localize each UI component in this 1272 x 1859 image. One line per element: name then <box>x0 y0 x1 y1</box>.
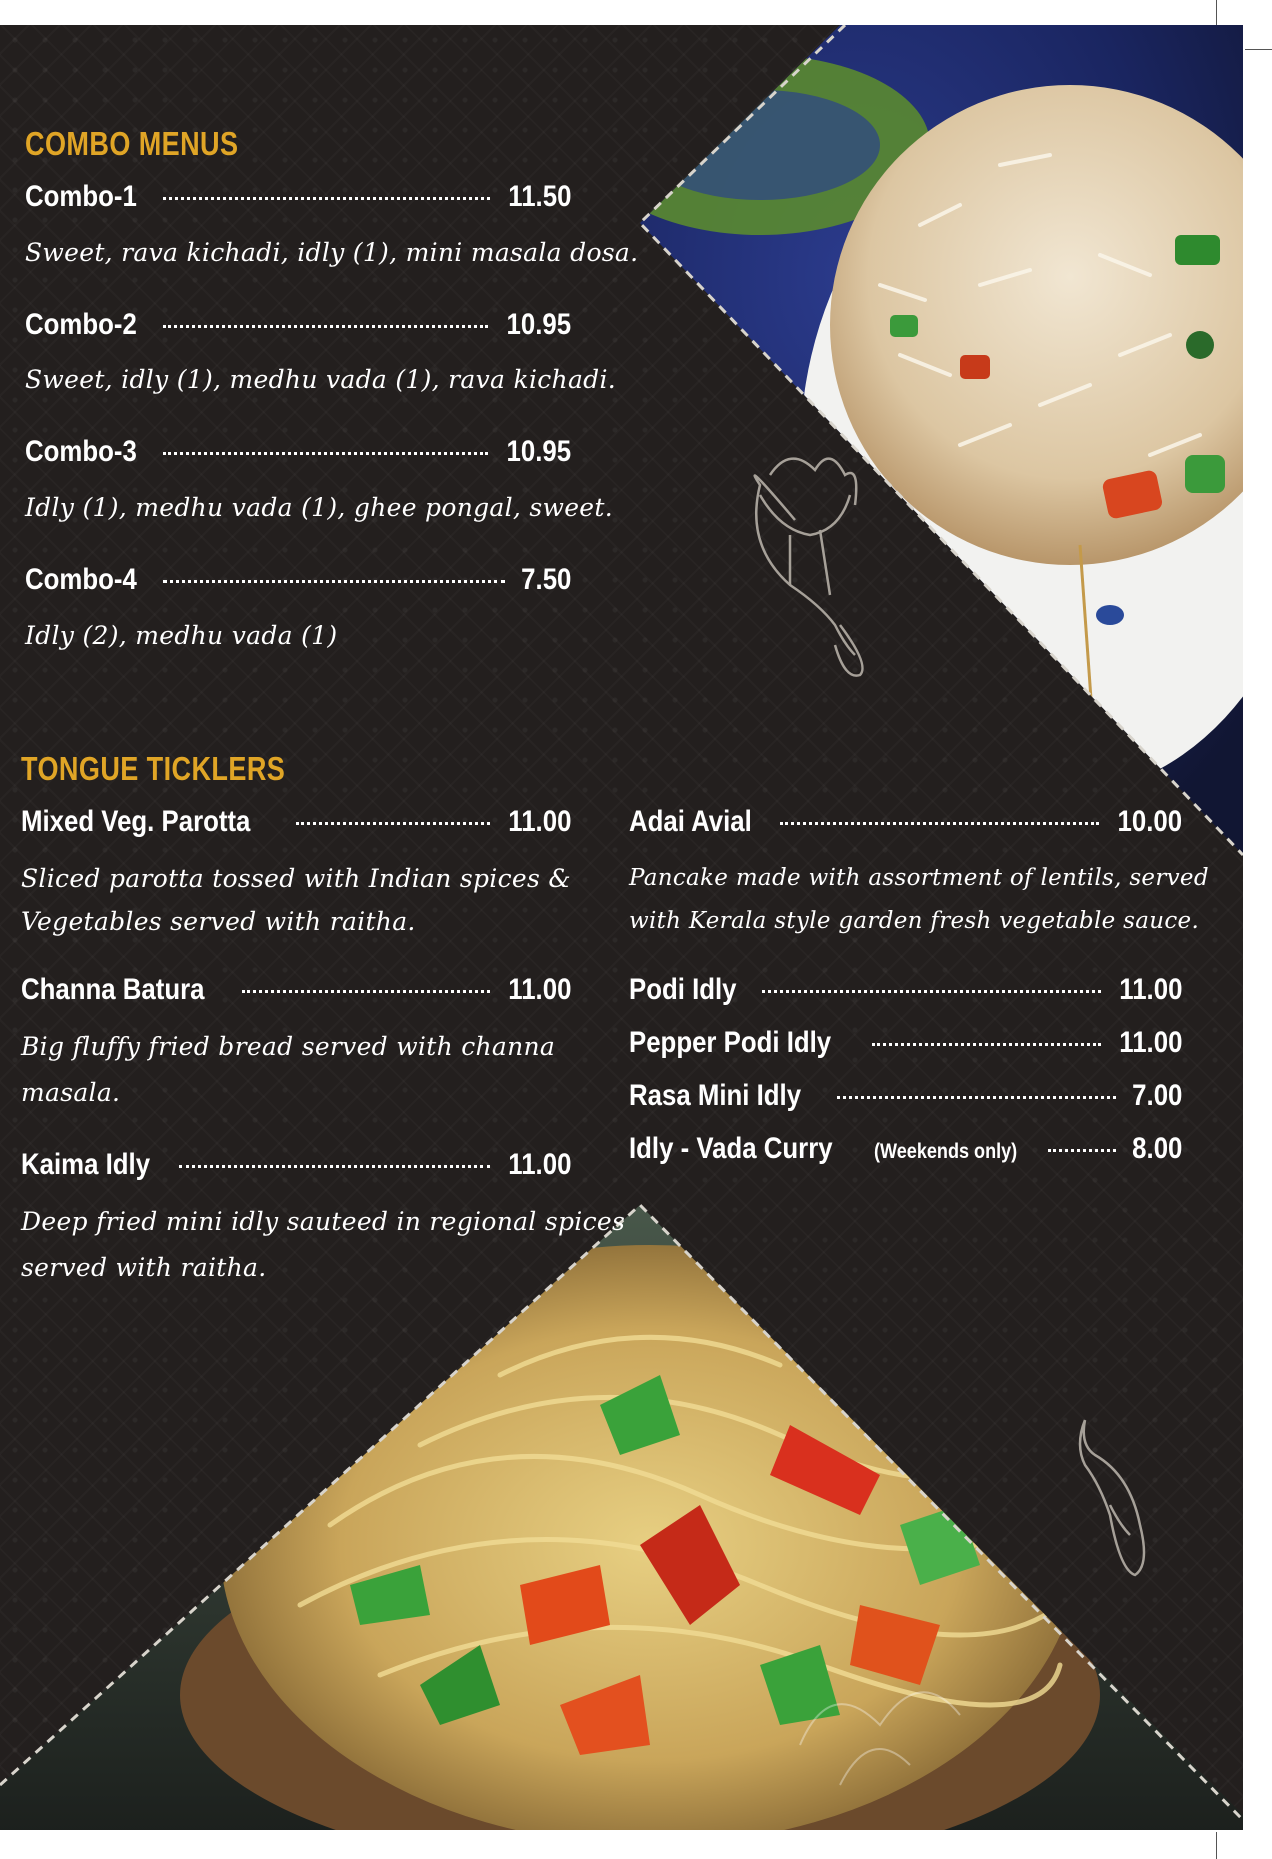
dot-leader <box>163 452 488 455</box>
item-description: Idly (1), medhu vada (1), ghee pongal, sweet. <box>25 493 613 522</box>
menu-item-adai-avial <box>629 805 1182 839</box>
item-name: Rasa Mini Idly <box>629 1079 802 1112</box>
menu-item-pepper-podi-idly <box>629 1026 1182 1060</box>
item-price: 7.00 <box>1131 1079 1182 1112</box>
menu-item-combo-3 <box>25 435 571 469</box>
item-price: 8.00 <box>1131 1132 1182 1165</box>
trim-mark-right-bottom <box>1216 1832 1217 1859</box>
item-note: (Weekends only) <box>873 1140 1017 1163</box>
menu-item-channa-batura <box>21 973 571 1007</box>
item-description: Sliced parotta tossed with Indian spices & <box>21 864 571 893</box>
item-description: Deep fried mini idly sauteed in regional spices <box>21 1207 626 1236</box>
item-name: Combo-3 <box>25 435 137 468</box>
item-name: Channa Batura <box>21 973 205 1006</box>
dot-leader <box>1048 1149 1115 1152</box>
item-name: Combo-1 <box>25 180 137 213</box>
item-name: Adai Avial <box>629 805 752 838</box>
item-description: Idly (2), medhu vada (1) <box>25 621 338 650</box>
dot-leader <box>163 325 488 328</box>
item-price: 11.00 <box>507 805 571 838</box>
item-price: 11.00 <box>507 973 571 1006</box>
menu-item-combo-4 <box>25 563 571 597</box>
trim-mark-right-top <box>1216 0 1217 25</box>
trim-mark-top-right <box>1245 49 1272 50</box>
item-price: 7.50 <box>520 563 571 596</box>
dot-leader <box>872 1043 1101 1046</box>
item-description: masala. <box>21 1078 121 1107</box>
item-price: 11.00 <box>1118 1026 1182 1059</box>
chili-ornament <box>1080 1420 1144 1575</box>
item-description: with Kerala style garden fresh vegetable sauce. <box>629 908 1200 934</box>
dot-leader <box>296 822 490 825</box>
item-description: Vegetables served with raitha. <box>21 907 416 936</box>
item-name: Kaima Idly <box>21 1148 151 1181</box>
item-price: 10.00 <box>1117 805 1182 838</box>
item-price: 11.00 <box>507 1148 571 1181</box>
menu-item-podi-idly <box>629 973 1182 1007</box>
item-name: Mixed Veg. Parotta <box>21 805 251 838</box>
item-price: 11.00 <box>1118 973 1182 1006</box>
item-price: 10.95 <box>506 308 571 341</box>
artichoke-ornament <box>755 459 863 676</box>
dot-leader <box>780 822 1099 825</box>
menu-item-combo-2 <box>25 308 571 342</box>
item-description: Big fluffy fried bread served with channa <box>21 1032 556 1061</box>
item-price: 11.50 <box>507 180 571 213</box>
item-description: served with raitha. <box>21 1253 267 1282</box>
dot-leader <box>837 1096 1116 1099</box>
tongue-ticklers-heading: TONGUE TICKLERS <box>21 750 286 787</box>
item-description: Sweet, rava kichadi, idly (1), mini masala dosa. <box>25 238 639 267</box>
dot-leader <box>179 1165 490 1168</box>
menu-item-rasa-mini-idly <box>629 1079 1182 1113</box>
menu-item-kaima-idly <box>21 1148 571 1182</box>
menu-item-combo-1 <box>25 180 571 214</box>
menu-item-idly-vada-curry <box>629 1132 1182 1166</box>
dot-leader <box>163 197 490 200</box>
dot-leader <box>242 990 489 993</box>
item-description: Pancake made with assortment of lentils, served <box>629 865 1209 891</box>
item-price: 10.95 <box>506 435 571 468</box>
dot-leader <box>762 990 1101 993</box>
item-name: Podi Idly <box>629 973 737 1006</box>
item-name: Combo-4 <box>25 563 137 596</box>
dot-leader <box>163 580 505 583</box>
menu-item-mixed-veg-parotta <box>21 805 571 839</box>
item-name: Pepper Podi Idly <box>629 1026 832 1059</box>
item-name: Idly - Vada Curry <box>629 1132 833 1165</box>
item-name: Combo-2 <box>25 308 137 341</box>
item-description: Sweet, idly (1), medhu vada (1), rava kichadi. <box>25 365 616 394</box>
menu-page <box>0 25 1243 1830</box>
combo-menus-heading: COMBO MENUS <box>25 125 239 162</box>
